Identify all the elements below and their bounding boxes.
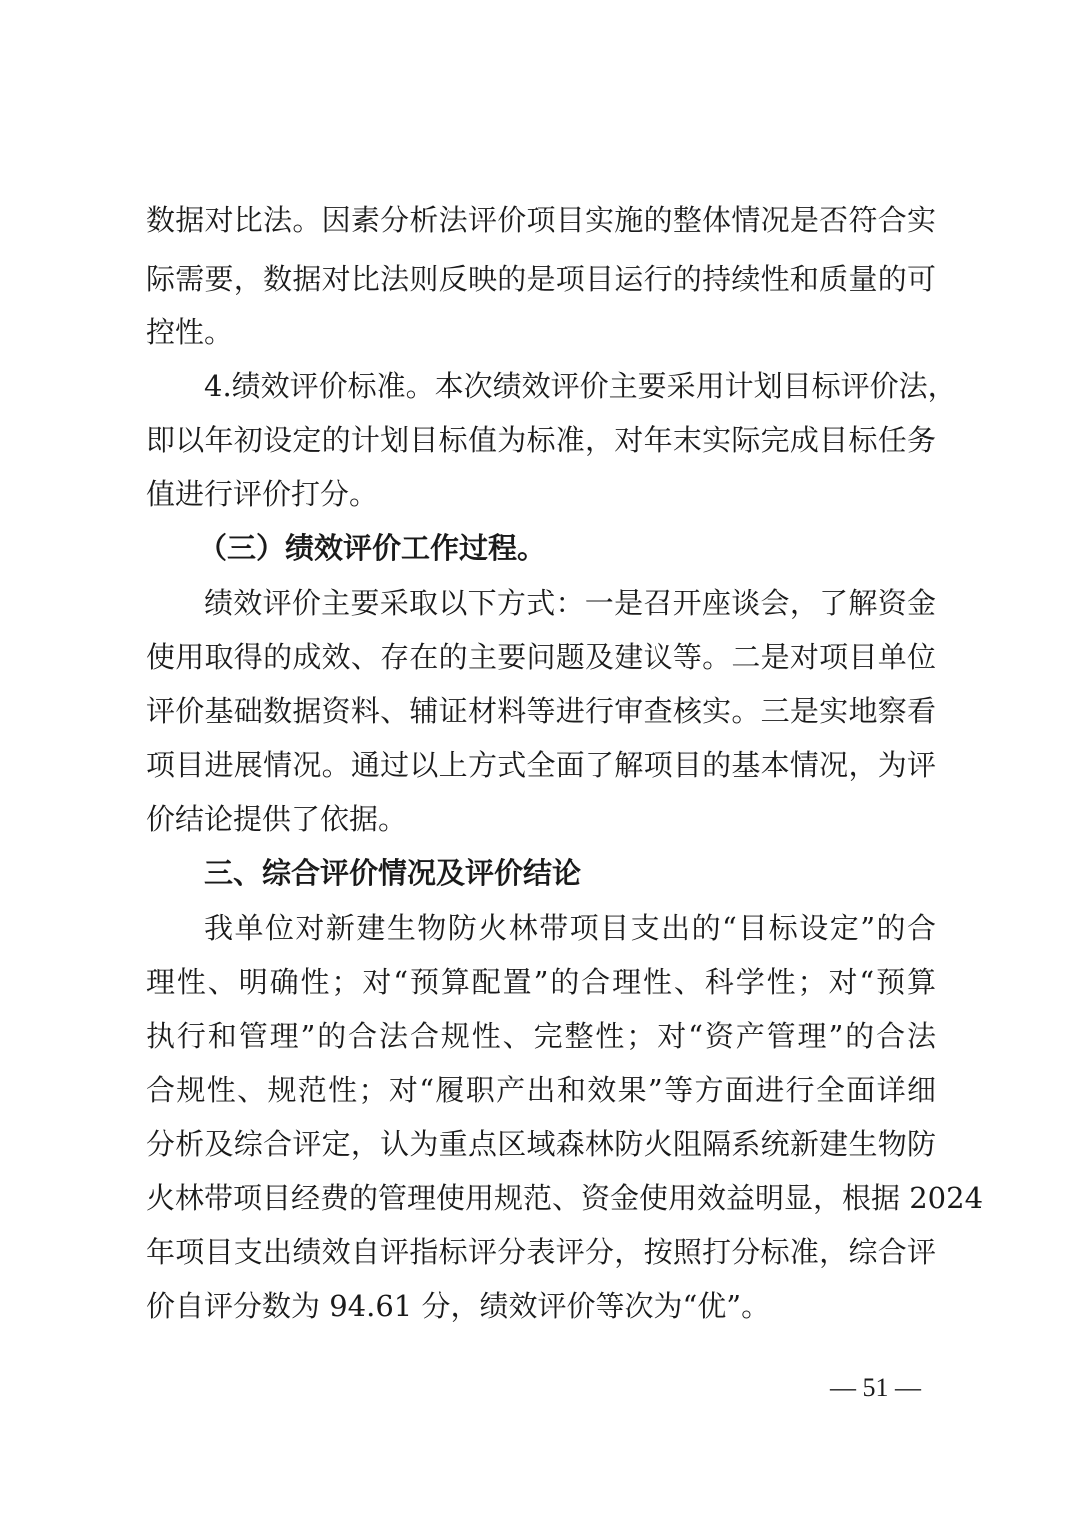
paragraph-line: 即以年初设定的计划目标值为标准，对年末实际完成目标任务 [146, 423, 936, 457]
paragraph-line: 执行和管理”的合法合规性、完整性；对“资产管理”的合法 [146, 1019, 936, 1053]
paragraph-line: 理性、明确性；对“预算配置”的合理性、科学性；对“预算 [146, 965, 936, 999]
section-heading-conclusion: 三、综合评价情况及评价结论 [204, 856, 582, 890]
page-number: — 51 — [830, 1373, 921, 1402]
paragraph-line: 际需要，数据对比法则反映的是项目运行的持续性和质量的可 [146, 262, 936, 296]
paragraph-line: 我单位对新建生物防火林带项目支出的“目标设定”的合 [204, 911, 936, 945]
paragraph-line: 火林带项目经费的管理使用规范、资金使用效益明显，根据 2024 [146, 1181, 984, 1215]
paragraph-line: 年项目支出绩效自评指标评分表评分，按照打分标准，综合评 [146, 1235, 936, 1269]
paragraph-line: 价结论提供了依据。 [146, 802, 408, 836]
paragraph-line: 绩效评价主要采取以下方式：一是召开座谈会，了解资金 [204, 586, 936, 620]
paragraph-line: 分析及综合评定，认为重点区域森林防火阻隔系统新建生物防 [146, 1127, 936, 1161]
paragraph-line: 值进行评价打分。 [146, 477, 379, 511]
paragraph-line: 使用取得的成效、存在的主要问题及建议等。二是对项目单位 [146, 640, 936, 674]
paragraph-line: 4.绩效评价标准。本次绩效评价主要采用计划目标评价法， [204, 369, 957, 403]
paragraph-line: 控性。 [146, 315, 234, 349]
paragraph-line: 价自评分数为 94.61 分，绩效评价等次为“优”。 [146, 1289, 771, 1323]
paragraph-line: 数据对比法。因素分析法评价项目实施的整体情况是否符合实 [146, 203, 936, 237]
paragraph-line: 项目进展情况。通过以上方式全面了解项目的基本情况，为评 [146, 748, 936, 782]
section-heading-process: （三）绩效评价工作过程。 [198, 531, 547, 565]
paragraph-line: 合规性、规范性；对“履职产出和效果”等方面进行全面详细 [146, 1073, 936, 1107]
paragraph-line: 评价基础数据资料、辅证材料等进行审查核实。三是实地察看 [146, 694, 936, 728]
